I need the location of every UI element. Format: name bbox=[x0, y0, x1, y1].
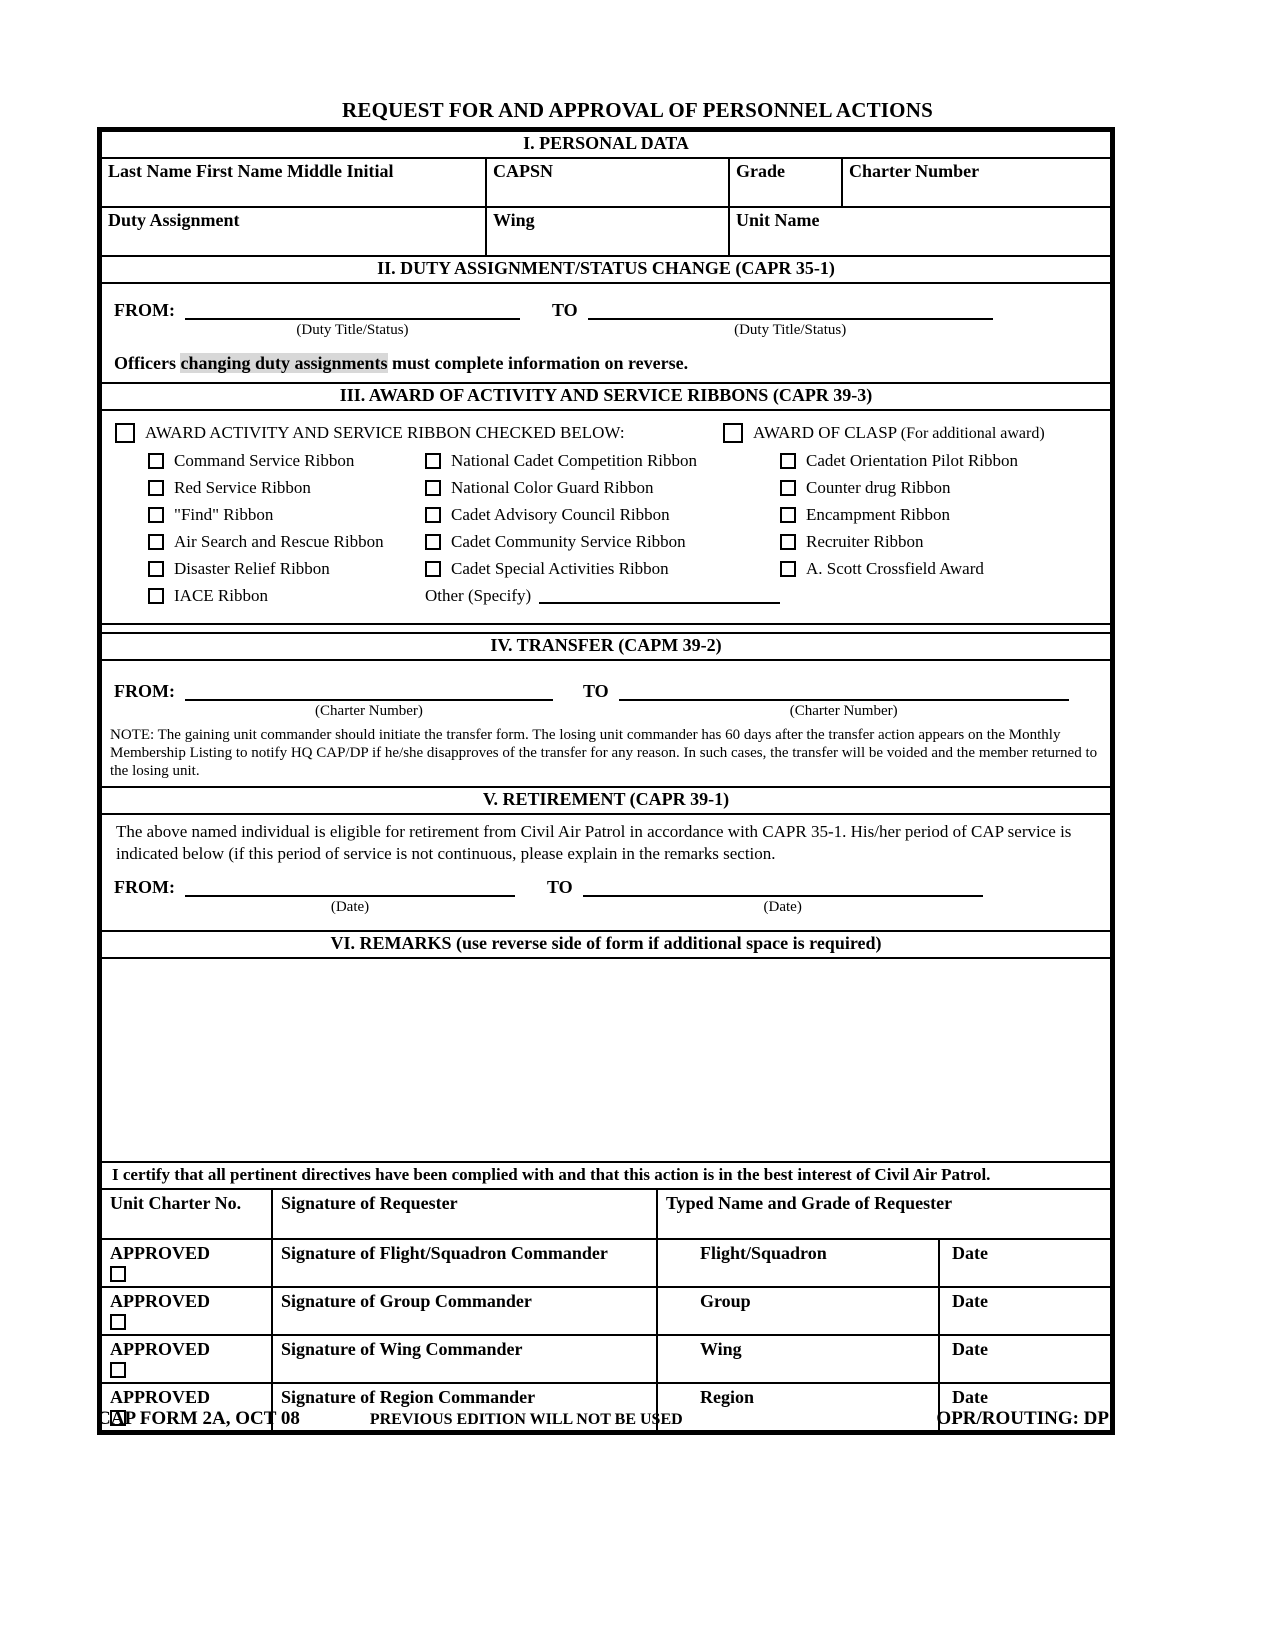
form-footer bbox=[97, 1408, 1115, 1430]
section4-content bbox=[102, 661, 1110, 786]
approval-row-flight-squadron bbox=[102, 1238, 1110, 1286]
approved-cell bbox=[102, 1240, 273, 1286]
officers-note-highlight: changing duty assignments bbox=[180, 353, 388, 373]
retirement-from-caption: (Date) bbox=[330, 899, 370, 916]
personal-data-row-1 bbox=[102, 159, 1110, 208]
charter-number-field[interactable] bbox=[843, 159, 1110, 206]
name-label: Last Name First Name Middle Initial bbox=[108, 161, 394, 181]
group-date-field[interactable]: Date bbox=[952, 1291, 988, 1312]
region-label: Region bbox=[658, 1384, 940, 1430]
checkbox-disaster-relief-ribbon[interactable] bbox=[148, 561, 164, 577]
section6-header: VI. REMARKS (use reverse side of form if additional space is required) bbox=[102, 930, 1110, 959]
officers-note: Officers changing duty assignments must complete information on reverse. bbox=[114, 353, 689, 373]
capsn-label: CAPSN bbox=[493, 161, 554, 181]
region-date-field[interactable]: Date bbox=[952, 1387, 988, 1408]
checkbox-recruiter-ribbon[interactable] bbox=[780, 534, 796, 550]
award-clasp-note: (For additional award) bbox=[900, 425, 1045, 442]
section5-content bbox=[102, 815, 1110, 930]
opr-routing: OPR/ROUTING: DP bbox=[936, 1408, 1109, 1429]
award-clasp-checkbox[interactable] bbox=[723, 423, 743, 443]
section4-header: IV. TRANSFER (CAPM 39-2) bbox=[102, 632, 1110, 661]
remarks-area[interactable] bbox=[102, 959, 1110, 1161]
approved-checkbox-wing[interactable] bbox=[110, 1362, 126, 1378]
checkbox-iace-ribbon[interactable] bbox=[148, 588, 164, 604]
charter-number-label: Charter Number bbox=[849, 161, 980, 181]
wing-label: Wing bbox=[658, 1336, 940, 1382]
flight-squadron-date-field[interactable]: Date bbox=[952, 1243, 988, 1264]
award-clasp-label: AWARD OF CLASP (For additional award) bbox=[753, 423, 1045, 442]
retirement-text: The above named individual is eligible for retirement from Civil Air Patrol in accordance with CAPR 35-1. His/her period of CAP service is indicated below (if this period of service is not continuous, please explain in the remarks section. bbox=[116, 822, 1072, 864]
checkbox-encampment-ribbon[interactable] bbox=[780, 507, 796, 523]
form-number: CAP FORM 2A, OCT 08 bbox=[97, 1408, 300, 1429]
approved-label: APPROVED bbox=[110, 1291, 210, 1312]
checkbox-cadet-special-activities-ribbon[interactable] bbox=[425, 561, 441, 577]
checkbox-scott-crossfield-award[interactable] bbox=[780, 561, 796, 577]
section2-header: II. DUTY ASSIGNMENT/STATUS CHANGE (CAPR 35-1) bbox=[102, 255, 1110, 284]
transfer-to-caption: (Charter Number) bbox=[789, 703, 898, 719]
ribbon-column-3: Cadet Orientation Pilot Ribbon Counter drug Ribbon Encampment Ribbon Recruiter Ribbon A. Scott Crossfield Award bbox=[780, 451, 1110, 613]
duty-from-caption: (Duty Title/Status) bbox=[296, 322, 409, 338]
group-commander-signature-field[interactable]: Signature of Group Commander bbox=[273, 1288, 658, 1334]
wing-label: Wing bbox=[493, 210, 535, 230]
grade-label: Grade bbox=[736, 161, 785, 181]
approval-row-group bbox=[102, 1286, 1110, 1334]
checkbox-national-cadet-competition-ribbon[interactable] bbox=[425, 453, 441, 469]
checkbox-cadet-advisory-council-ribbon[interactable] bbox=[425, 507, 441, 523]
checkbox-red-service-ribbon[interactable] bbox=[148, 480, 164, 496]
other-specify-label: Other (Specify) bbox=[425, 586, 532, 605]
form-body bbox=[97, 127, 1115, 1435]
unit-name-field[interactable] bbox=[730, 208, 1110, 255]
duty-to-caption: (Duty Title/Status) bbox=[734, 322, 847, 338]
checkbox-command-service-ribbon[interactable] bbox=[148, 453, 164, 469]
approved-checkbox-flight-squadron[interactable] bbox=[110, 1266, 126, 1282]
retirement-from-blank[interactable] bbox=[185, 877, 515, 897]
unit-name-label: Unit Name bbox=[736, 210, 820, 230]
duty-to-label: TO bbox=[551, 300, 578, 320]
requester-signature-field[interactable]: Signature of Requester bbox=[273, 1190, 658, 1238]
section2-content bbox=[102, 284, 1110, 382]
grade-field[interactable] bbox=[730, 159, 843, 206]
wing-commander-signature-field[interactable]: Signature of Wing Commander bbox=[273, 1336, 658, 1382]
award-ribbon-checkbox[interactable] bbox=[115, 423, 135, 443]
transfer-to-blank[interactable] bbox=[619, 681, 1069, 701]
ribbon-column-2: National Cadet Competition Ribbon National Color Guard Ribbon Cadet Advisory Council Ribbon Cadet Community Service Ribbon Cadet Special Activities Ribbon Other (Specify) bbox=[425, 451, 780, 613]
transfer-from-caption: (Charter Number) bbox=[315, 703, 423, 719]
approved-cell bbox=[102, 1336, 273, 1382]
checkbox-air-search-rescue-ribbon[interactable] bbox=[148, 534, 164, 550]
ribbon-column-1: Command Service Ribbon Red Service Ribbon "Find" Ribbon Air Search and Rescue Ribbon Disaster Relief Ribbon IACE Ribbon bbox=[148, 451, 425, 613]
approved-checkbox-group[interactable] bbox=[110, 1314, 126, 1330]
checkbox-cadet-community-service-ribbon[interactable] bbox=[425, 534, 441, 550]
section3-content bbox=[102, 411, 1110, 625]
award-ribbon-label: AWARD ACTIVITY AND SERVICE RIBBON CHECKED BELOW: bbox=[145, 423, 625, 442]
flight-squadron-label: Flight/Squadron bbox=[658, 1240, 940, 1286]
approved-cell bbox=[102, 1288, 273, 1334]
unit-charter-no-field[interactable]: Unit Charter No. bbox=[102, 1190, 273, 1238]
section5-header: V. RETIREMENT (CAPR 39-1) bbox=[102, 786, 1110, 815]
requester-typed-name-field[interactable]: Typed Name and Grade of Requester bbox=[666, 1193, 953, 1214]
checkbox-find-ribbon[interactable] bbox=[148, 507, 164, 523]
personal-data-row-2 bbox=[102, 208, 1110, 255]
duty-from-label: FROM: bbox=[114, 300, 175, 320]
duty-assignment-field[interactable] bbox=[102, 208, 487, 255]
section3-header: III. AWARD OF ACTIVITY AND SERVICE RIBBONS (CAPR 39-3) bbox=[102, 382, 1110, 411]
other-specify-blank[interactable] bbox=[539, 588, 780, 604]
retirement-from-label: FROM: bbox=[114, 877, 175, 898]
signature-header-row bbox=[102, 1188, 1110, 1238]
transfer-to-label: TO bbox=[582, 681, 609, 701]
group-label: Group bbox=[658, 1288, 940, 1334]
section-divider-gap bbox=[102, 625, 1110, 632]
retirement-to-caption: (Date) bbox=[763, 899, 802, 916]
checkbox-cadet-orientation-pilot-ribbon[interactable] bbox=[780, 453, 796, 469]
name-field[interactable] bbox=[102, 159, 487, 206]
wing-field[interactable] bbox=[487, 208, 730, 255]
flight-squadron-commander-signature-field[interactable]: Signature of Flight/Squadron Commander bbox=[273, 1240, 658, 1286]
certify-statement: I certify that all pertinent directives have been complied with and that this action is in the best interest of Civil Air Patrol. bbox=[102, 1161, 1110, 1188]
section1-header: I. PERSONAL DATA bbox=[102, 132, 1110, 159]
region-commander-signature-field[interactable]: Signature of Region Commander bbox=[273, 1384, 658, 1430]
approved-label: APPROVED bbox=[110, 1339, 210, 1360]
transfer-from-blank[interactable] bbox=[185, 681, 553, 701]
checkbox-counter-drug-ribbon[interactable] bbox=[780, 480, 796, 496]
capsn-field[interactable] bbox=[487, 159, 730, 206]
transfer-note: NOTE: The gaining unit commander should initiate the transfer form. The losing unit commander has 60 days after the transfer action appears on the Monthly Membership Listing to notify HQ CAP/DP if he/she disapproves of the transfer for any reason. In such cases, the transfer will be voided and the member returned to the losing unit. bbox=[110, 727, 1098, 779]
approved-label: APPROVED bbox=[110, 1387, 210, 1408]
form-title: REQUEST FOR AND APPROVAL OF PERSONNEL ACTIONS bbox=[342, 98, 933, 122]
retirement-to-blank[interactable] bbox=[583, 877, 983, 897]
approved-label: APPROVED bbox=[110, 1243, 210, 1264]
wing-date-field[interactable]: Date bbox=[952, 1339, 988, 1360]
duty-to-blank[interactable] bbox=[588, 300, 993, 320]
duty-from-blank[interactable] bbox=[185, 300, 520, 320]
checkbox-national-color-guard-ribbon[interactable] bbox=[425, 480, 441, 496]
approval-row-wing bbox=[102, 1334, 1110, 1382]
transfer-from-label: FROM: bbox=[114, 681, 175, 701]
duty-assignment-label: Duty Assignment bbox=[108, 210, 240, 230]
previous-edition-note: PREVIOUS EDITION WILL NOT BE USED bbox=[369, 1411, 683, 1428]
retirement-to-label: TO bbox=[546, 877, 573, 898]
